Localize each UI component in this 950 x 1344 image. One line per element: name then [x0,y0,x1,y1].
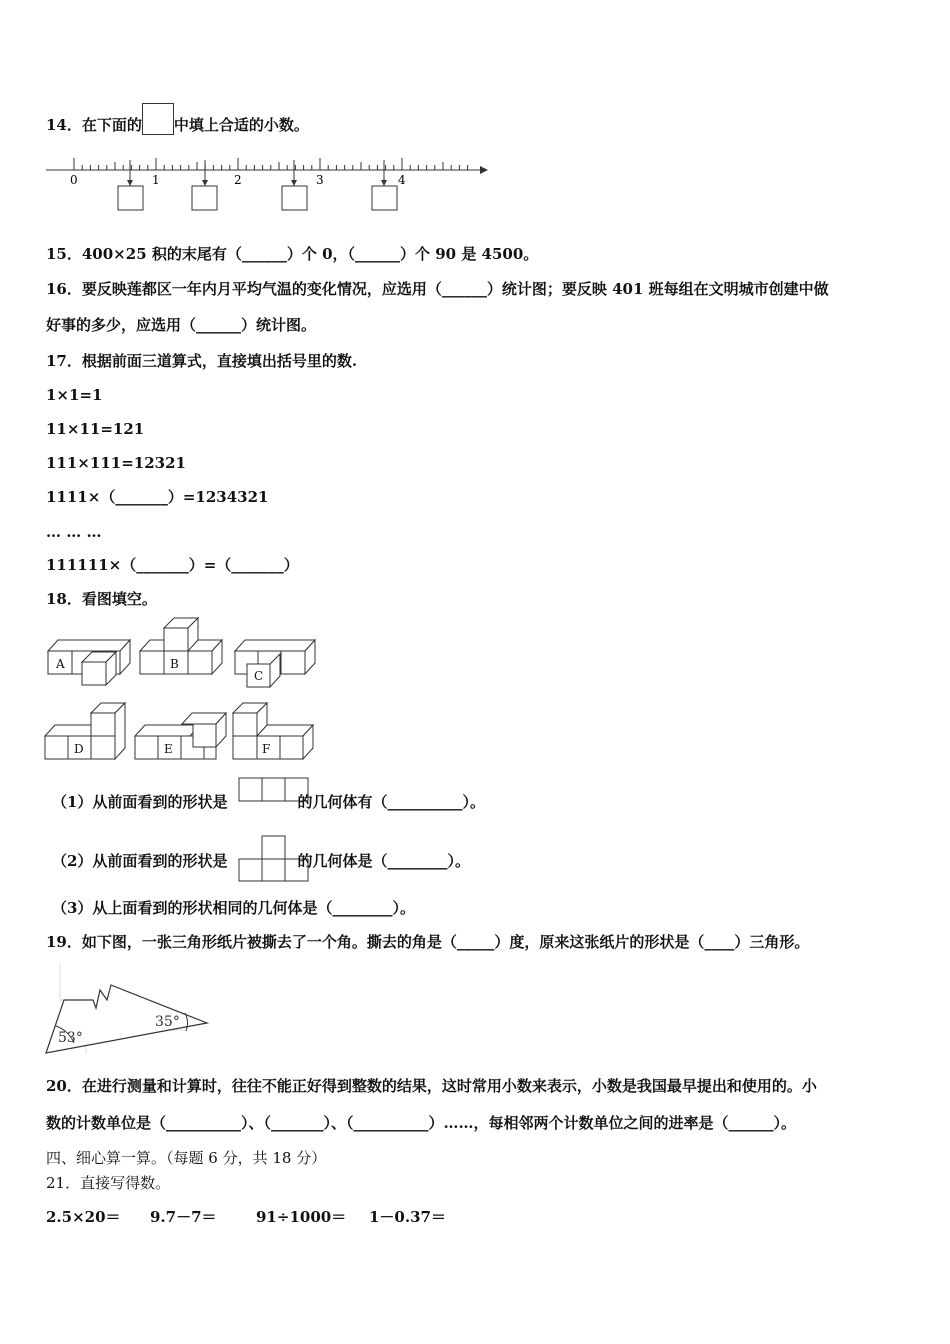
tick-label-0: 0 [70,173,78,187]
label-e: E [164,742,173,756]
q17-eq4: 1111×（_______）=1234321 [46,488,269,506]
q20-line2: 数的计数单位是（__________）、（_______）、（__________）……，每相邻两个计数单位之间的进率是（______）。 [46,1114,797,1132]
q17-eq5: 111111×（_______）=（_______） [46,556,299,574]
q16-line2: 好事的多少，应选用（______）统计图。 [46,316,317,334]
q18-title: 18．看图填空。 [46,590,157,608]
angle-53-label: 53° [58,1030,83,1046]
q21-title: 21．直接写得数。 [46,1174,171,1192]
tick-label-1: 1 [152,173,160,187]
q18-sub1-a: （1）从前面看到的形状是 [52,793,228,811]
q21-item-3: 91÷1000＝ [256,1208,347,1226]
q18-sub1-b: 的几何体有（__________）。 [297,793,485,811]
section4-title: 四、细心算一算。（每题 6 分，共 18 分） [46,1149,327,1167]
q18-sub2-a: （2）从前面看到的形状是 [52,852,228,870]
tick-label-4: 4 [398,173,406,187]
label-c: C [254,669,264,683]
q18-sub3: （3）从上面看到的形状相同的几何体是（________）。 [52,899,415,917]
q17-eq1: 1×1=1 [46,386,103,404]
q14-text-b: 中填上合适的小数。 [173,116,309,134]
q21-item-2: 9.7－7＝ [150,1208,217,1226]
label-d: D [74,742,84,756]
q14-text-a: 14．在下面的 [46,116,142,134]
tick-label-3: 3 [316,173,324,187]
q15-question: 15．400×25 积的末尾有（______）个 0，（______）个 90 是 4500。 [46,245,539,263]
q17-eq2: 11×11=121 [46,420,145,438]
q18-sub2-b: 的几何体是（________）。 [297,852,470,870]
label-b: B [170,657,179,671]
q17-title: 17．根据前面三道算式，直接填出括号里的数. [46,352,358,370]
q17-dots: … … … [46,523,102,541]
tick-label-2: 2 [234,173,242,187]
q21-item-4: 1－0.37＝ [369,1208,446,1226]
q21-item-1: 2.5×20＝ [46,1208,121,1226]
q19-question: 19．如下图，一张三角形纸片被撕去了一个角。撕去的角是（_____）度，原来这张纸片的形状是（____）三角形。 [46,933,810,951]
label-f: F [262,742,271,756]
angle-35-label: 35° [155,1014,180,1030]
q16-line1: 16．要反映莲都区一年内月平均气温的变化情况，应选用（______）统计图；要反映 401 班每组在文明城市创建中做 [46,280,829,298]
q20-line1: 20．在进行测量和计算时，往往不能正好得到整数的结果，这时常用小数来表示，小数是我国最早提出和使用的。小 [46,1077,817,1095]
q17-eq3: 111×111=12321 [46,454,186,472]
label-a: A [56,657,65,671]
